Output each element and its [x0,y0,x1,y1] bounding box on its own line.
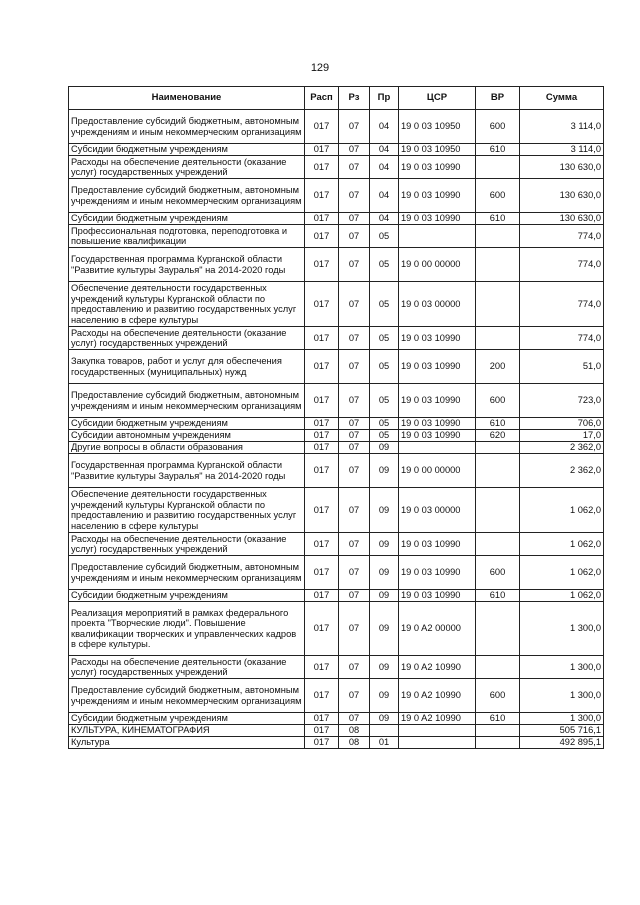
header-vr: ВР [476,87,520,110]
cell-vr [476,737,520,749]
cell-vr: 600 [476,179,520,213]
cell-pr: 09 [370,590,399,602]
cell-rasp: 017 [305,602,339,656]
cell-rz: 07 [339,248,370,282]
cell-vr [476,282,520,327]
cell-sum: 3 114,0 [520,144,604,156]
cell-name: Расходы на обеспечение деятельности (оказание услуг) государственных учреждений [69,533,305,556]
cell-rasp: 017 [305,725,339,737]
cell-sum: 3 114,0 [520,110,604,144]
cell-csr: 19 0 A2 00000 [399,602,476,656]
cell-rz: 07 [339,713,370,725]
cell-name: Расходы на обеспечение деятельности (оказание услуг) государственных учреждений [69,327,305,350]
cell-rz: 07 [339,144,370,156]
cell-rz: 07 [339,282,370,327]
table-row [69,454,604,488]
table-row [69,590,604,602]
cell-rz: 07 [339,454,370,488]
cell-name: КУЛЬТУРА, КИНЕМАТОГРАФИЯ [69,725,305,737]
table-row [69,442,604,454]
table-row [69,725,604,737]
cell-rasp: 017 [305,590,339,602]
cell-vr: 600 [476,679,520,713]
cell-csr: 19 0 03 10990 [399,327,476,350]
cell-sum: 1 300,0 [520,656,604,679]
cell-rz: 07 [339,556,370,590]
cell-vr: 610 [476,213,520,225]
cell-rasp: 017 [305,442,339,454]
cell-rasp: 017 [305,454,339,488]
cell-sum: 723,0 [520,384,604,418]
cell-sum: 130 630,0 [520,156,604,179]
cell-vr: 610 [476,713,520,725]
cell-csr: 19 0 03 10990 [399,418,476,430]
cell-sum: 492 895,1 [520,737,604,749]
cell-rasp: 017 [305,179,339,213]
table-row [69,737,604,749]
cell-name: Субсидии бюджетным учреждениям [69,590,305,602]
cell-sum: 774,0 [520,225,604,248]
cell-csr: 19 0 03 10950 [399,144,476,156]
page-number: 129 [310,62,330,74]
cell-rasp: 017 [305,418,339,430]
cell-pr: 05 [370,327,399,350]
cell-name: Государственная программа Курганской области "Развитие культуры Зауралья" на 2014-2020 годы [69,248,305,282]
cell-vr [476,454,520,488]
table-row [69,602,604,656]
cell-rz: 07 [339,442,370,454]
cell-rasp: 017 [305,156,339,179]
cell-rasp: 017 [305,225,339,248]
cell-sum: 1 062,0 [520,488,604,533]
cell-pr: 09 [370,533,399,556]
cell-sum: 774,0 [520,327,604,350]
table-row [69,248,604,282]
cell-name: Реализация мероприятий в рамках федерального проекта "Творческие люди". Повышение квалификации творческих и управленческих кадров в сфере культуры. [69,602,305,656]
cell-rasp: 017 [305,713,339,725]
cell-rasp: 017 [305,110,339,144]
cell-sum: 1 300,0 [520,713,604,725]
header-csr: ЦСР [399,87,476,110]
cell-rz: 07 [339,327,370,350]
cell-rz: 07 [339,110,370,144]
cell-csr: 19 0 03 10990 [399,590,476,602]
cell-rasp: 017 [305,327,339,350]
cell-sum: 774,0 [520,248,604,282]
cell-pr: 09 [370,454,399,488]
cell-rasp: 017 [305,737,339,749]
cell-rz: 07 [339,350,370,384]
cell-rasp: 017 [305,350,339,384]
cell-csr: 19 0 03 10990 [399,213,476,225]
cell-name: Субсидии бюджетным учреждениям [69,144,305,156]
cell-vr: 200 [476,350,520,384]
cell-pr: 05 [370,225,399,248]
cell-pr: 05 [370,248,399,282]
cell-vr [476,327,520,350]
cell-rasp: 017 [305,282,339,327]
cell-vr: 600 [476,110,520,144]
cell-rasp: 017 [305,533,339,556]
cell-csr: 19 0 03 10990 [399,556,476,590]
cell-csr [399,442,476,454]
cell-name: Расходы на обеспечение деятельности (оказание услуг) государственных учреждений [69,156,305,179]
cell-rz: 07 [339,156,370,179]
header-rasp: Расп [305,87,339,110]
table-row [69,350,604,384]
cell-name: Расходы на обеспечение деятельности (оказание услуг) государственных учреждений [69,656,305,679]
cell-rz: 07 [339,488,370,533]
cell-sum: 505 716,1 [520,725,604,737]
header-pr: Пр [370,87,399,110]
cell-vr: 600 [476,384,520,418]
table-row [69,144,604,156]
table-row [69,327,604,350]
cell-name: Государственная программа Курганской области "Развитие культуры Зауралья" на 2014-2020 годы [69,454,305,488]
cell-vr: 610 [476,144,520,156]
cell-rasp: 017 [305,430,339,442]
cell-name: Профессиональная подготовка, переподготовка и повышение квалификации [69,225,305,248]
cell-sum: 130 630,0 [520,213,604,225]
cell-rz: 07 [339,590,370,602]
header-rz: Рз [339,87,370,110]
cell-sum: 2 362,0 [520,442,604,454]
cell-rasp: 017 [305,488,339,533]
cell-pr: 09 [370,656,399,679]
table-row [69,156,604,179]
cell-vr [476,656,520,679]
cell-name: Субсидии автономным учреждениям [69,430,305,442]
cell-pr: 05 [370,350,399,384]
cell-vr [476,442,520,454]
cell-sum: 774,0 [520,282,604,327]
cell-pr: 09 [370,679,399,713]
cell-vr [476,248,520,282]
cell-csr: 19 0 03 10990 [399,179,476,213]
cell-csr: 19 0 03 10990 [399,430,476,442]
table-row [69,533,604,556]
cell-pr: 05 [370,418,399,430]
cell-csr: 19 0 03 10990 [399,350,476,384]
cell-csr [399,737,476,749]
budget-table [68,86,604,749]
cell-sum: 1 300,0 [520,679,604,713]
cell-vr: 620 [476,430,520,442]
cell-vr: 600 [476,556,520,590]
cell-csr: 19 0 A2 10990 [399,679,476,713]
cell-csr: 19 0 03 10990 [399,384,476,418]
cell-pr: 09 [370,442,399,454]
cell-rz: 07 [339,430,370,442]
cell-name: Предоставление субсидий бюджетным, автономным учреждениям и иным некоммерческим организациям [69,679,305,713]
cell-sum: 130 630,0 [520,179,604,213]
cell-rz: 07 [339,225,370,248]
cell-csr: 19 0 03 10990 [399,156,476,179]
cell-rz: 07 [339,533,370,556]
cell-rz: 07 [339,179,370,213]
table-row [69,418,604,430]
table-row [69,225,604,248]
cell-sum: 1 062,0 [520,556,604,590]
table-row [69,282,604,327]
cell-pr: 09 [370,488,399,533]
cell-vr [476,725,520,737]
cell-rz: 07 [339,213,370,225]
cell-csr: 19 0 00 00000 [399,248,476,282]
cell-name: Культура [69,737,305,749]
cell-sum: 2 362,0 [520,454,604,488]
cell-sum: 1 300,0 [520,602,604,656]
cell-vr [476,533,520,556]
cell-pr: 04 [370,110,399,144]
cell-csr: 19 0 03 00000 [399,488,476,533]
cell-name: Предоставление субсидий бюджетным, автономным учреждениям и иным некоммерческим организациям [69,384,305,418]
cell-rasp: 017 [305,679,339,713]
cell-name: Закупка товаров, работ и услуг для обеспечения государственных (муниципальных) нужд [69,350,305,384]
cell-name: Субсидии бюджетным учреждениям [69,213,305,225]
cell-pr: 05 [370,282,399,327]
cell-rz: 08 [339,737,370,749]
cell-name: Предоставление субсидий бюджетным, автономным учреждениям и иным некоммерческим организациям [69,110,305,144]
cell-csr: 19 0 A2 10990 [399,656,476,679]
cell-pr: 09 [370,556,399,590]
cell-name: Субсидии бюджетным учреждениям [69,418,305,430]
cell-pr [370,725,399,737]
cell-sum: 1 062,0 [520,533,604,556]
table-row [69,556,604,590]
cell-rasp: 017 [305,556,339,590]
header-name: Наименование [69,87,305,110]
cell-pr: 09 [370,602,399,656]
cell-rz: 07 [339,656,370,679]
cell-sum: 706,0 [520,418,604,430]
cell-rasp: 017 [305,213,339,225]
cell-vr: 610 [476,590,520,602]
table-row [69,110,604,144]
table-row [69,384,604,418]
cell-sum: 1 062,0 [520,590,604,602]
cell-pr: 04 [370,156,399,179]
cell-rasp: 017 [305,384,339,418]
cell-vr [476,225,520,248]
cell-sum: 51,0 [520,350,604,384]
cell-pr: 09 [370,713,399,725]
cell-csr: 19 0 00 00000 [399,454,476,488]
cell-rz: 07 [339,602,370,656]
table-row [69,488,604,533]
cell-csr [399,725,476,737]
table-row [69,430,604,442]
cell-pr: 04 [370,144,399,156]
cell-rasp: 017 [305,656,339,679]
cell-pr: 01 [370,737,399,749]
header-sum: Сумма [520,87,604,110]
cell-vr: 610 [476,418,520,430]
cell-name: Обеспечение деятельности государственных учреждений культуры Курганской области по предоставлению и развитию государственных услуг населению в сфере культуры [69,488,305,533]
cell-csr: 19 0 A2 10990 [399,713,476,725]
cell-rasp: 017 [305,248,339,282]
cell-csr: 19 0 03 10950 [399,110,476,144]
cell-pr: 05 [370,430,399,442]
cell-csr [399,225,476,248]
table-row [69,213,604,225]
cell-name: Другие вопросы в области образования [69,442,305,454]
table-row [69,713,604,725]
table-row [69,656,604,679]
cell-rz: 07 [339,679,370,713]
cell-rasp: 017 [305,144,339,156]
cell-csr: 19 0 03 10990 [399,533,476,556]
table-header-row [69,87,604,110]
cell-csr: 19 0 03 00000 [399,282,476,327]
cell-vr [476,156,520,179]
cell-vr [476,602,520,656]
cell-pr: 05 [370,384,399,418]
cell-rz: 07 [339,384,370,418]
cell-rz: 07 [339,418,370,430]
cell-name: Предоставление субсидий бюджетным, автономным учреждениям и иным некоммерческим организациям [69,179,305,213]
cell-name: Предоставление субсидий бюджетным, автономным учреждениям и иным некоммерческим организациям [69,556,305,590]
cell-name: Субсидии бюджетным учреждениям [69,713,305,725]
cell-name: Обеспечение деятельности государственных учреждений культуры Курганской области по предоставлению и развитию государственных услуг населению в сфере культуры [69,282,305,327]
table-row [69,679,604,713]
cell-vr [476,488,520,533]
cell-pr: 04 [370,179,399,213]
cell-pr: 04 [370,213,399,225]
cell-sum: 17,0 [520,430,604,442]
cell-rz: 08 [339,725,370,737]
table-row [69,179,604,213]
